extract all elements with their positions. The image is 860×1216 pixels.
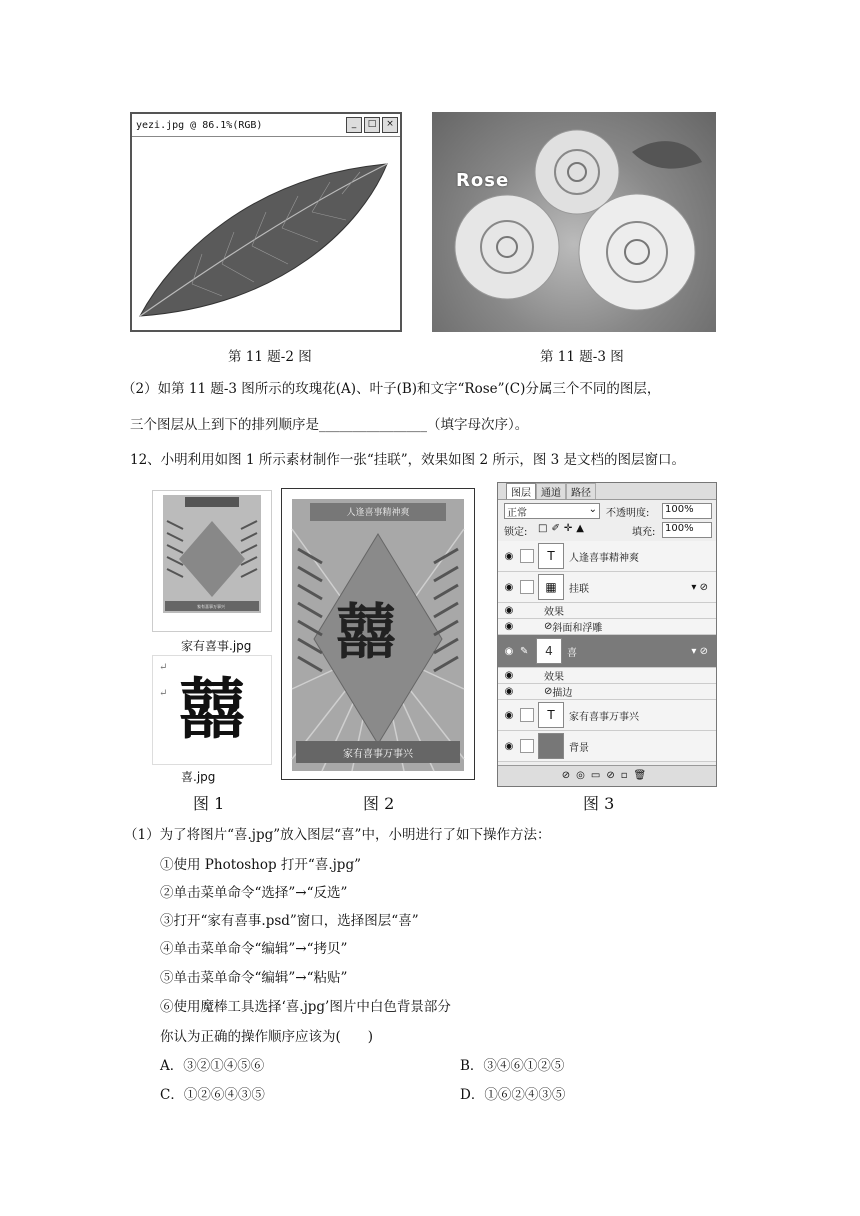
link-box[interactable] (520, 549, 534, 563)
blend-mode-select[interactable] (504, 503, 600, 519)
q11-part2-line2: 三个图层从上到下的排列顺序是________________（填字母次序）。 (130, 417, 529, 433)
option-c: C．①②⑥④③⑤ (160, 1087, 265, 1103)
fig2-footer: 家有喜事万事兴 (343, 749, 413, 760)
tab-paths[interactable]: 路径 (566, 483, 596, 499)
eye-icon[interactable]: ◉ (504, 670, 514, 681)
rose-text: Rose (456, 170, 510, 191)
q11-part2-line1: （2）如第 11 题-3 图所示的玫瑰花(A)、叶子(B)和文字“Rose”(C)分属三个不同的图层， (122, 381, 661, 397)
fig1-thumb-footer: 家有喜事万事兴 (197, 604, 225, 609)
layer-name: 喜 (567, 647, 577, 659)
text-layer-icon: T (538, 543, 564, 569)
chevron-down-icon: ⌄ (588, 504, 597, 515)
link-box[interactable] (520, 580, 534, 594)
opacity-label: 不透明度: (606, 508, 650, 519)
maximize-icon[interactable]: □ (364, 117, 380, 133)
q12-part1-intro: （1）为了将图片“喜.jpg”放入图层“喜”中，小明进行了如下操作方法： (124, 827, 551, 843)
layer-name: 人逢喜事精神爽 (569, 552, 639, 564)
fill-label: 填充: (632, 527, 656, 538)
step-6: ⑥使用魔棒工具选择‘喜.jpg’图片中白色背景部分 (160, 999, 451, 1015)
effect-name: 描边 (552, 688, 573, 699)
leaf-image (132, 136, 400, 330)
eye-icon[interactable]: ◉ (504, 621, 514, 632)
question: 你认为正确的操作顺序应该为( ) (160, 1029, 374, 1045)
link-box[interactable] (520, 708, 534, 722)
effects-row[interactable] (498, 668, 716, 684)
eye-icon[interactable]: ◉ (504, 740, 514, 752)
layer-row[interactable] (498, 731, 716, 762)
effects-row[interactable] (498, 603, 716, 619)
step-5: ⑤单击菜单命令“编辑”→“粘贴” (160, 970, 348, 986)
layer-row[interactable] (498, 541, 716, 572)
option-d: D．①⑥②④③⑤ (460, 1087, 566, 1103)
step-3: ③打开“家有喜事.psd”窗口，选择图层“喜” (160, 913, 419, 929)
layer-row-selected[interactable] (498, 635, 716, 668)
effects-label: 效果 (544, 672, 564, 683)
step-1: ①使用 Photoshop 打开“喜.jpg” (160, 857, 361, 873)
layer-thumbnail: ▦ (538, 574, 564, 600)
fig1-bottom-label: 喜.jpg (181, 770, 216, 784)
caption-fig-11-2: 第 11 题-2 图 (228, 349, 312, 365)
rose-image (432, 112, 716, 332)
layer-name: 挂联 (569, 583, 589, 595)
xi-character: 囍 (179, 670, 245, 748)
brush-icon: ✎ (520, 645, 529, 657)
tab-channels[interactable]: 通道 (536, 483, 566, 499)
effect-name: 斜面和浮雕 (552, 623, 603, 634)
fx-icon[interactable]: ▾ ⊘ (691, 645, 708, 657)
option-a: A．③②①④⑤⑥ (160, 1058, 265, 1074)
window-titlebar (132, 114, 400, 137)
effect-stroke-row[interactable] (498, 684, 716, 700)
layer-name: 背景 (569, 742, 589, 754)
effect-icon: ⊘ (544, 686, 553, 697)
layers-toolbar[interactable]: ⊘◎▭⊘▫🗑 (498, 765, 716, 786)
caption-fig2: 图 2 (363, 794, 395, 813)
effect-icon: ⊘ (544, 621, 553, 632)
fig2-couplet-result (281, 488, 475, 780)
tab-layers[interactable]: 图层 (506, 483, 536, 499)
effect-bevel-row[interactable] (498, 619, 716, 635)
link-box[interactable] (520, 739, 534, 753)
option-b: B．③④⑥①②⑤ (460, 1058, 565, 1074)
eye-icon[interactable]: ◉ (504, 645, 514, 657)
eye-icon[interactable]: ◉ (504, 605, 514, 616)
layer-row[interactable] (498, 572, 716, 603)
fig1-xi-image (152, 655, 272, 784)
fill-input[interactable] (662, 522, 712, 538)
blend-mode-value: 正常 (507, 508, 527, 519)
eye-icon[interactable]: ◉ (504, 550, 514, 562)
step-4: ④单击菜单命令“编辑”→“拷贝” (160, 941, 348, 957)
layer-name: 家有喜事万事兴 (569, 711, 639, 723)
eye-icon[interactable]: ◉ (504, 581, 514, 593)
leaf-image-window (130, 112, 402, 332)
fig1-source-image (152, 490, 272, 653)
fill-value: 100% (665, 523, 694, 534)
lock-label: 锁定: (504, 527, 528, 538)
opacity-input[interactable] (662, 503, 712, 519)
caption-fig1: 图 1 (193, 794, 225, 813)
layer-thumbnail (538, 733, 564, 759)
layer-thumbnail: 4 (536, 638, 562, 664)
fig2-banner: 人逢喜事精神爽 (346, 508, 410, 518)
effects-label: 效果 (544, 607, 564, 618)
fig1-top-label: 家有喜事.jpg (181, 639, 252, 653)
eye-icon[interactable]: ◉ (504, 709, 514, 721)
eye-icon[interactable]: ◉ (504, 686, 514, 697)
close-icon[interactable]: × (382, 117, 398, 133)
caption-fig3: 图 3 (583, 794, 615, 813)
layers-panel (497, 482, 717, 787)
layer-row[interactable] (498, 700, 716, 731)
fig2-xi-character: 囍 (336, 598, 396, 668)
fx-icon[interactable]: ▾ ⊘ (691, 581, 708, 593)
opacity-value: 100% (665, 504, 694, 515)
window-title: yezi.jpg @ 86.1%(RGB) (136, 119, 263, 131)
q12-intro: 12、小明利用如图 1 所示素材制作一张“挂联”，效果如图 2 所示，图 3 是文档的图层窗口。 (130, 452, 685, 468)
lock-icons[interactable]: □✐✛▲ (538, 523, 588, 534)
minimize-icon[interactable]: _ (346, 117, 362, 133)
return-icon: ↵ (159, 662, 168, 673)
caption-fig-11-3: 第 11 题-3 图 (540, 349, 624, 365)
return-icon: ↵ (159, 688, 168, 699)
text-layer-icon: T (538, 702, 564, 728)
step-2: ②单击菜单命令“选择”→“反选” (160, 885, 348, 901)
